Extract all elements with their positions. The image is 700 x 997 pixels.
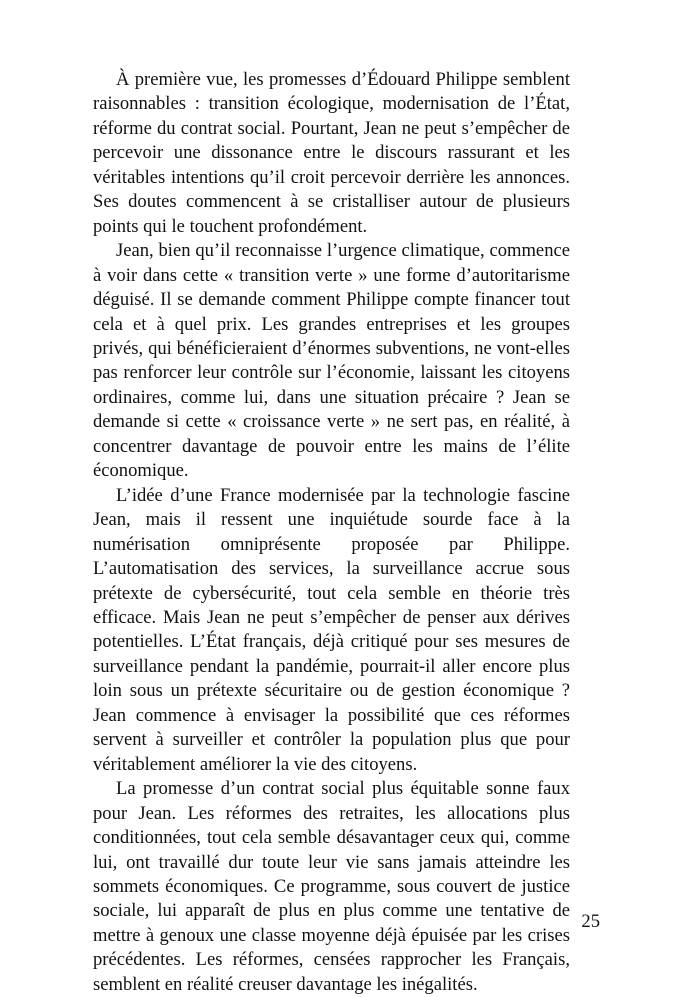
paragraph: À première vue, les promesses d’Édouard Philippe semblent raisonnables : transition écologique, modernisation de l’État, réforme du contrat social. Pourtant, Jean ne peut s’empêcher de percevoir une dissonance entre le discours rassurant et les véritables intentions qu’il croit percevoir derrière les annonces. Ses doutes commencent à se cristalliser autour de plusieurs points qui le touchent profondément.: [93, 69, 570, 237]
page-number: 25: [581, 911, 600, 932]
body-text: [93, 68, 570, 997]
paragraph: L’idée d’une France modernisée par la technologie fascine Jean, mais il ressent une inquiétude sourde face à la numérisation omniprésente proposée par Philippe. L’automatisation des services, la surveillance accrue sous prétexte de cybersécurité, tout cela semble en théorie très efficace. Mais Jean ne peut s’empêcher de penser aux dérives potentielles. L’État français, déjà critiqué pour ses mesures de surveillance pendant la pandémie, pourrait-il aller encore plus loin sous un prétexte sécuritaire ou de gestion économique ? Jean commence à envisager la possibilité que ces réformes servent à surveiller et contrôler la population plus que pour véritablement améliorer la vie des citoyens.: [93, 484, 570, 775]
paragraph: La promesse d’un contrat social plus équitable sonne faux pour Jean. Les réformes des retraites, les allocations plus conditionnées, tout cela semble désavantager ceux qui, comme lui, ont travaillé dur toute leur vie sans jamais atteindre les sommets économiques. Ce programme, sous couvert de justice sociale, lui apparaît de plus en plus comme une tentative de mettre à genoux une classe moyenne déjà épuisée par les crises précédentes. Les réformes, censées rapprocher les Français, semblent en réalité creuser davantage les inégalités.: [93, 778, 570, 995]
paragraph: Jean, bien qu’il reconnaisse l’urgence climatique, commence à voir dans cette « transition verte » une forme d’autoritarisme déguisé. Il se demande comment Philippe compte financer tout cela et à quel prix. Les grandes entreprises et les groupes privés, qui bénéficieraient d’énormes subventions, ne vont-elles pas renforcer leur contrôle sur l’économie, laissant les citoyens ordinaires, comme lui, dans une situation précaire ? Jean se demande si cette « croissance verte » ne sert pas, en réalité, à concentrer davantage de pouvoir entre les mains de l’élite économique.: [93, 240, 570, 482]
